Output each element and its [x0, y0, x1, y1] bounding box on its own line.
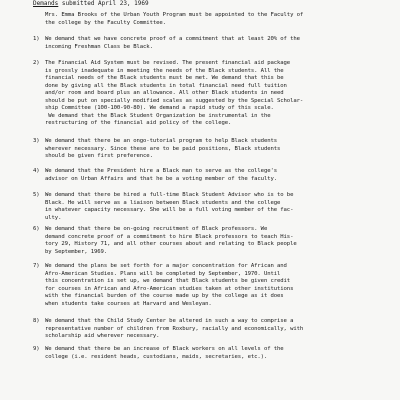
demand-paragraph — [33, 168, 277, 183]
demand-text-line: done by giving all the Black students in total financial need full tuition — [45, 82, 287, 89]
demand-number: 8) — [33, 318, 40, 324]
demand-text-line: Black. He will serve as a liaison between Black students and the college — [45, 199, 281, 206]
demand-text-line: demand concrete proof of a commitment to hire Black professors to teach His- — [45, 233, 294, 240]
demand-text-line: incoming Freshman Class be Black. — [45, 43, 153, 50]
demand-text-line: Afro-American Studies. Plans will be completed by September, 1970. Until — [45, 270, 281, 277]
demand-paragraph — [33, 36, 300, 51]
demand-number: 5) — [33, 192, 40, 198]
demand-text-line: when students take courses at Harvard and Wesleyan. — [45, 300, 212, 307]
demand-number: 3) — [33, 138, 40, 144]
demand-number: 9) — [33, 346, 40, 352]
demand-number: 7) — [33, 263, 40, 269]
demand-number: 2) — [33, 60, 40, 66]
demand-text-line: We demand that there be an ongo-tutorial program to help Black students — [45, 138, 278, 144]
demand-text-line: this concentration is set up, we demand that Black students be given credit — [45, 278, 291, 284]
demand-paragraph — [45, 12, 303, 27]
demand-text-line: the college by the Faculty Committee. — [45, 19, 166, 26]
demand-text-line: tory 29, History 71, and all other courses about and relating to Black people — [45, 241, 297, 247]
demand-number: 4) — [33, 168, 40, 174]
demand-text-line: We demand that the President hire a Black man to serve as the college's — [45, 168, 278, 174]
demand-text-line: We demand that the Black Student Organization be instrumental in the — [45, 112, 271, 119]
demand-text-line: ulty. — [45, 214, 62, 221]
demand-text-line: should be put on specially modified scales as suggested by the Special Scholar- — [45, 97, 304, 104]
demand-text-line: scholarship aid wherever necessary. — [45, 333, 160, 339]
demand-text-line: financial needs of the Black students must be met. We demand that this be — [45, 75, 284, 81]
demand-text-line: We demand that there be an increase of Black workers on all levels of the — [45, 346, 284, 352]
demand-text-line: with the financial burden of the course made up by the college as it does — [45, 293, 284, 299]
demand-text-line: The Financial Aid System must be revised. The present financial aid package — [45, 60, 291, 66]
demand-paragraph — [33, 318, 303, 341]
demand-text-line: We demand that the Child Study Center be altered in such a way to comprise a — [45, 318, 294, 324]
header-prefix: Demands — [33, 0, 59, 7]
demand-text-line: We demand the plans be set forth for a major concentration for African and — [45, 263, 287, 269]
demand-text-line: representative number of children from Roxbury, racially and economically, with — [45, 325, 304, 332]
demand-text-line: should be given first preference. — [45, 153, 153, 159]
demand-text-line: ship Committee (100-100-90-80). We demand a rapid study of this scale. — [45, 105, 274, 111]
demand-paragraph — [33, 346, 284, 361]
demand-paragraph — [33, 226, 297, 256]
demand-paragraph — [33, 192, 293, 222]
demand-text-line: We demand that there be hired a full-time Black Student Advisor who is to be — [45, 192, 294, 198]
demand-paragraph — [33, 60, 303, 128]
header-date: submitted April 23, 1969 — [58, 0, 149, 7]
demand-number: 1) — [33, 36, 40, 42]
demand-text-line: wherever necessary. Since these are to be paid positions, Black students — [45, 145, 281, 152]
demand-text-line: college (i.e. resident heads, custodians, maids, secretaries, etc.). — [45, 353, 268, 360]
demand-text-line: by September, 1969. — [45, 248, 108, 255]
demand-number: 6) — [33, 226, 40, 232]
demand-text-line: advisor on Urban Affairs and that he be a voting member of the faculty. — [45, 175, 278, 182]
demand-text-line: in whatever capacity necessary. She will be a full voting member of the fac- — [45, 207, 294, 213]
demand-text-line: Mrs. Emma Brooks of the Urban Youth Program must be appointed to the Faculty of — [45, 12, 304, 18]
demand-text-line: for courses in African and Afro-American studies taken at other institutions — [45, 285, 294, 292]
demand-paragraph — [33, 138, 280, 161]
demand-text-line: We demand that there be on-going recruitment of Black professors. We — [45, 226, 268, 232]
demand-text-line: and/or room and board plus an allowance. All other Black students in need — [45, 90, 284, 96]
demand-paragraph — [33, 263, 293, 308]
demand-text-line: We demand that we have concrete proof of a commitment that at least 20% of the — [45, 36, 300, 42]
document-header — [33, 0, 149, 8]
demand-text-line: restructuring of the financial aid policy of the college. — [45, 120, 232, 126]
demand-text-line: is grossly inadequate in meeting the needs of the Black students. All the — [45, 67, 284, 74]
